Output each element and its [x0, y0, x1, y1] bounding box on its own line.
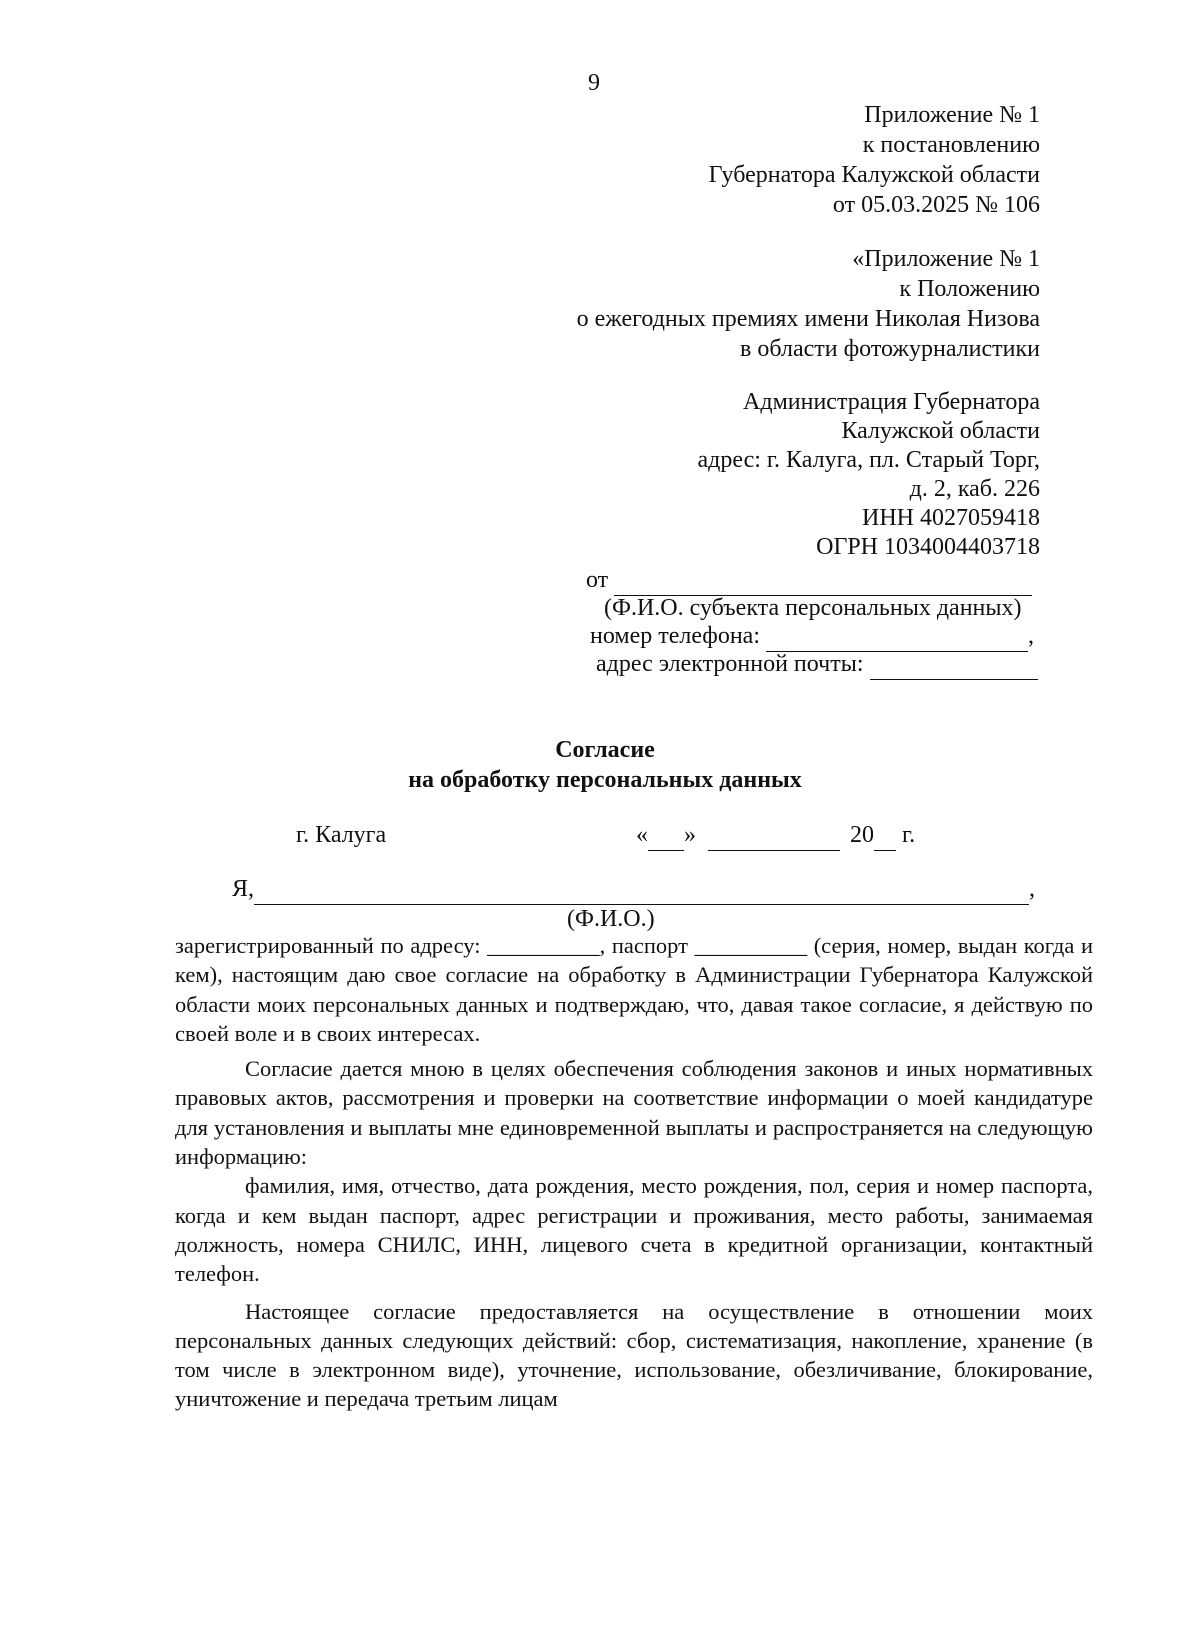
inner-appendix-header: [440, 244, 1040, 364]
appendix-header-line: Губернатора Калужской области: [708, 162, 1040, 188]
paragraph-actions: Настоящее согласие предоставляется на осуществление в отношении моих персональных данных следующих действий: сбор, систематизация, накопление, хранение (в том числе в электронном виде), уточнение, использование, обезличивание, блокирование, уничтожение и передача третьим лицам: [175, 1298, 1093, 1412]
paragraph-registration: зарегистрированный по адресу: __________, паспорт __________ (серия, номер, выдан когда и кем), настоящим даю свое согласие на обработку в Администрации Губернатора Калужской области моих персональных данных и подтверждаю, что, давая такое согласие, я действую по своей воле и в своих интересах.: [175, 933, 1093, 1046]
email-blank[interactable]: [870, 649, 1038, 680]
date-line: [636, 820, 915, 851]
phone-line: [590, 621, 1034, 652]
declarant-comma: ,: [1029, 876, 1036, 902]
email-label: адрес электронной почты:: [596, 651, 864, 677]
fio-subject-hint: (Ф.И.О. субъекта персональных данных): [604, 595, 1022, 621]
appendix-header-line: к постановлению: [862, 132, 1040, 158]
appendix-header-line: Приложение № 1: [864, 102, 1040, 128]
appendix-header-line: от 05.03.2025 № 106: [832, 192, 1040, 218]
addressee-block: [440, 388, 1040, 562]
phone-comma: ,: [1028, 623, 1035, 649]
paragraph-data-list: фамилия, имя, отчество, дата рождения, место рождения, пол, серия и номер паспорта, когда и кем выдан паспорт, адрес регистрации и проживания, место работы, занимаемая должность, номера СНИЛС, ИНН, лицевого счета в кредитной организации, контактный телефон.: [175, 1173, 1093, 1287]
inner-appendix-line: в области фотожурналистики: [740, 336, 1040, 362]
addressee-line: Администрация Губернатора: [743, 389, 1040, 415]
addressee-line: Калужской области: [841, 418, 1040, 444]
addressee-line: ОГРН 1034004403718: [816, 534, 1040, 560]
page-number: 9: [588, 70, 600, 96]
phone-label: номер телефона:: [590, 623, 761, 649]
paragraph-purpose: Согласие дается мною в целях обеспечения соблюдения законов и иных нормативных правовых актов, рассмотрения и проверки на соответствие информации о моей кандидатуре для установления и выплаты мне единовременной выплаты и распространяется на следующую информацию:: [175, 1056, 1093, 1170]
title-line-2: на обработку персональных данных: [408, 767, 802, 793]
addressee-line: адрес: г. Калуга, пл. Старый Торг,: [697, 447, 1040, 473]
addressee-line: д. 2, каб. 226: [909, 476, 1040, 502]
declarant-fio-blank[interactable]: [254, 874, 1029, 905]
year-blank[interactable]: [874, 820, 896, 851]
inner-appendix-line: о ежегодных премиях имени Николая Низова: [576, 306, 1040, 332]
quote-close: »: [684, 822, 696, 848]
quote-open: «: [636, 822, 648, 848]
addressee-line: ИНН 4027059418: [862, 505, 1040, 531]
city-label: г. Калуга: [296, 822, 387, 848]
year-suffix: г.: [902, 822, 916, 848]
declarant-line: [232, 874, 1035, 905]
inner-appendix-line: «Приложение № 1: [852, 246, 1040, 272]
email-line: [596, 649, 1038, 680]
month-blank[interactable]: [708, 820, 840, 851]
document-title: [300, 735, 910, 795]
title-line-1: Согласие: [555, 737, 655, 763]
phone-blank[interactable]: [766, 621, 1028, 652]
fio-blank[interactable]: [614, 565, 1032, 596]
day-blank[interactable]: [648, 820, 684, 851]
from-line: [586, 565, 1032, 596]
from-label: от: [586, 567, 609, 593]
year-prefix: 20: [850, 822, 874, 848]
inner-appendix-line: к Положению: [899, 276, 1040, 302]
consent-body: [175, 931, 1093, 1414]
declarant-fio-hint: (Ф.И.О.): [567, 906, 655, 932]
appendix-header: [440, 100, 1040, 220]
declarant-prefix: Я,: [232, 876, 255, 902]
